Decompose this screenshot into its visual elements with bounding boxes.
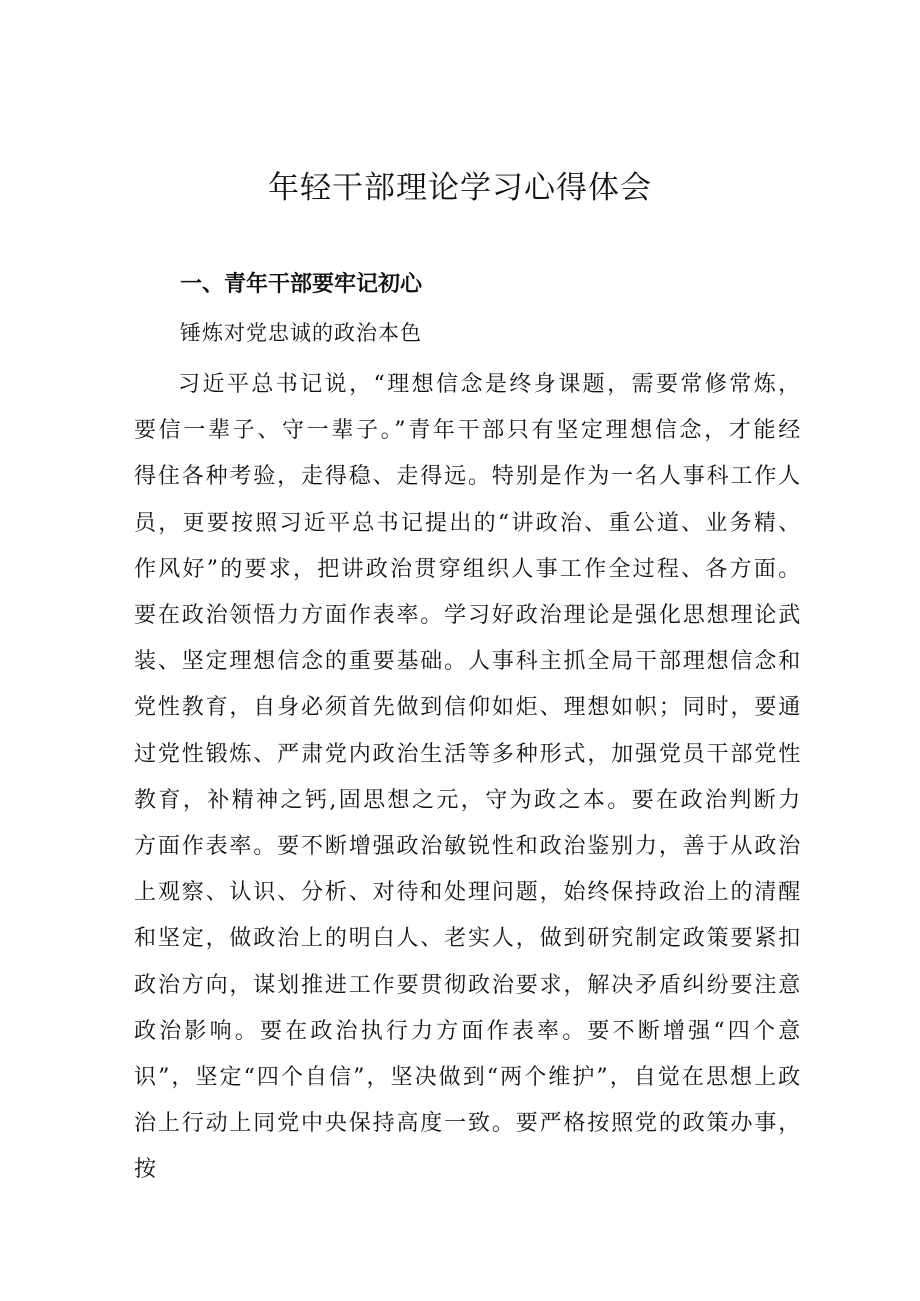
section-subheading: 锤炼对党忠诚的政治本色 — [180, 321, 422, 345]
document-title: 年轻干部理论学习心得体会 — [268, 170, 652, 206]
body-paragraph: 习近平总书记说，“理想信念是终身课题，需要常修常炼，要信一辈子、守一辈子。”青年干部只有坚定理想信念，才能经得住各种考验，走得稳、走得远。特别是作为一名人事科工作人员，更要按照习近平总书记提出的“讲政治、重公道、业务精、作风好”的要求，把讲政治贯穿组织人事工作全过程、各方面。要在政治领悟力方面作表率。学习好政治理论是强化思想理论武装、坚定理想信念的重要基础。人事科主抓全局干部理想信念和党性教育，自身必须首先做到信仰如炬、理想如帜；同时，要通过党性锻炼、严肃党内政治生活等多种形式，加强党员干部党性教育，补精神之钙,固思想之元，守为政之本。要在政治判断力方面作表率。要不断增强政治敏锐性和政治鉴别力，善于从政治上观察、认识、分析、对待和处理问题，始终保持政治上的清醒和坚定，做政治上的明白人、老实人，做到研究制定政策要紧扣政治方向，谋划推进工作要贯彻政治要求，解决矛盾纠纷要注意政治影响。要在政治执行力方面作表率。要不断增强“四个意识”，坚定“四个自信”，坚决做到“两个维护”，自觉在思想上政治上行动上同党中央保持高度一致。要严格按照党的政策办事，按 — [134, 372, 802, 1183]
section-heading: 一、青年干部要牢记初心 — [180, 272, 423, 297]
